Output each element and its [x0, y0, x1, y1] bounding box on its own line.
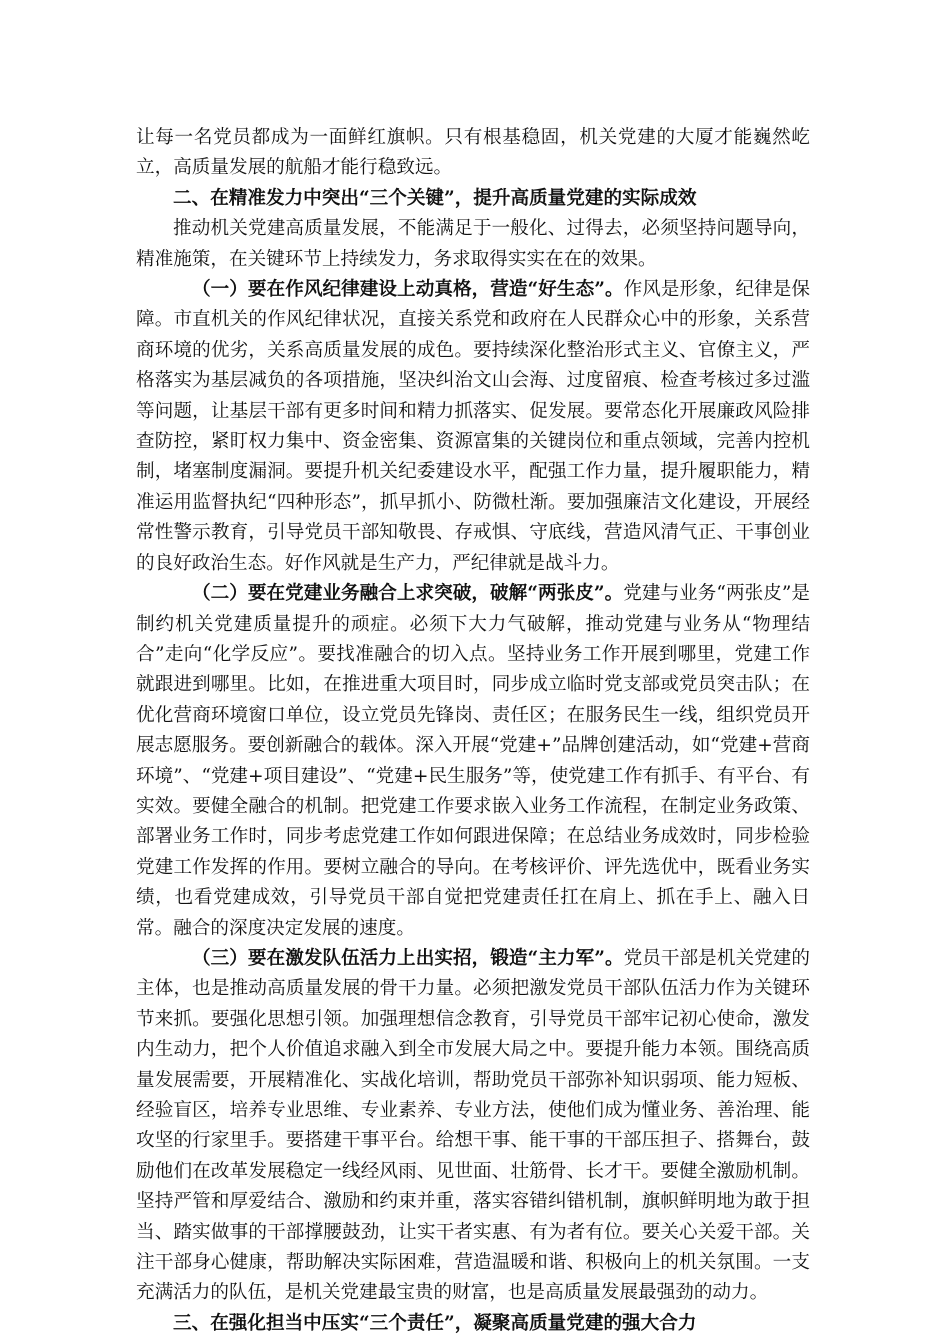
- paragraph-item-3: [136, 944, 810, 1309]
- section-heading-3: 三、在强化担当中压实“三个责任”，凝聚高质量党建的强大合力: [173, 1312, 697, 1334]
- item-2-body: 党建与业务“两张皮”是制约机关党建质量提升的顽症。必须下大力气破解，推动党建与业务从“物理结合”走向“化学反应”。要找准融合的切入点。坚持业务工作开展到哪里，党建工作就跟进到哪里。比如，在推进重大项目时，同步成立临时党支部或党员突击队；在优化营商环境窗口单位，设立党员先锋岗、责任区；在服务民生一线，组织党员开展志愿服务。要创新融合的载体。深入开展“党建+”品牌创建活动，如“党建+营商环境”、“党建+项目建设”、“党建+民生服务”等，使党建工作有抓手、有平台、有实效。要健全融合的机制。把党建工作要求嵌入业务工作流程，在制定业务政策、部署业务工作时，同步考虑党建工作如何跟进保障；在总结业务成效时，同步检验党建工作发挥的作用。要树立融合的导向。在考核评价、评先选优中，既看业务实绩，也看党建成效，引导党员干部自觉把党建责任扛在肩上、抓在手上、融入日常。融合的深度决定发展的速度。: [136, 583, 810, 939]
- item-1-body: 作风是形象，纪律是保障。市直机关的作风纪律状况，直接关系党和政府在人民群众心中的形象，关系营商环境的优劣，关系高质量发展的成色。要持续深化整治形式主义、官僚主义，严格落实为基层减负的各项措施，坚决纠治文山会海、过度留痕、检查考核过多过滥等问题，让基层干部有更多时间和精力抓落实、促发展。要常态化开展廉政风险排查防控，紧盯权力集中、资金密集、资源富集的关键岗位和重点领域，完善内控机制，堵塞制度漏洞。要提升机关纪委建设水平，配强工作力量，提升履职能力，精准运用监督执纪“四种形态”，抓早抓小、防微杜渐。要加强廉洁文化建设，开展经常性警示教育，引导党员干部知敬畏、存戒惧、守底线，营造风清气正、干事创业的良好政治生态。好作风就是生产力，严纪律就是战斗力。: [136, 279, 810, 574]
- paragraph-item-2: [136, 579, 810, 944]
- section-intro-paragraph: 推动机关党建高质量发展，不能满足于一般化、过得去，必须坚持问题导向，精准施策，在关键环节上持续发力，务求取得实实在在的效果。: [136, 218, 810, 270]
- item-2-lead: （二）要在党建业务融合上求突破，破解“两张皮”。: [192, 583, 624, 605]
- item-3-body: 党员干部是机关党建的主体，也是推动高质量发展的骨干力量。必须把激发党员干部队伍活力作为关键环节来抓。要强化思想引领。加强理想信念教育，引导党员干部牢记初心使命，激发内生动力，把个人价值追求融入到全市发展大局之中。要提升能力本领。围绕高质量发展需要，开展精准化、实战化培训，帮助党员干部弥补知识弱项、能力短板、经验盲区，培养专业思维、专业素养、专业方法，使他们成为懂业务、善治理、能攻坚的行家里手。要搭建干事平台。给想干事、能干事的干部压担子、搭舞台，鼓励他们在改革发展稳定一线经风雨、见世面、壮筋骨、长才干。要健全激励机制。坚持严管和厚爱结合、激励和约束并重，落实容错纠错机制，旗帜鲜明地为敢于担当、踏实做事的干部撑腰鼓劲，让实干者实惠、有为者有位。要关心关爱干部。关注干部身心健康，帮助解决实际困难，营造温暖和谐、积极向上的机关氛围。一支充满活力的队伍，是机关党建最宝贵的财富，也是高质量发展最强劲的动力。: [136, 947, 810, 1304]
- paragraph-continuation: 让每一名党员都成为一面鲜红旗帜。只有根基稳固，机关党建的大厦才能巍然屹立，高质量发展的航船才能行稳致远。: [136, 127, 810, 179]
- paragraph-item-1: [136, 275, 810, 579]
- document-page: [136, 123, 810, 1339]
- item-1-lead: （一）要在作风纪律建设上动真格，营造“好生态”。: [192, 279, 624, 301]
- item-3-lead: （三）要在激发队伍活力上出实招，锻造“主力军”。: [192, 947, 624, 969]
- section-heading-2: 二、在精准发力中突出“三个关键”，提升高质量党建的实际成效: [173, 187, 697, 209]
